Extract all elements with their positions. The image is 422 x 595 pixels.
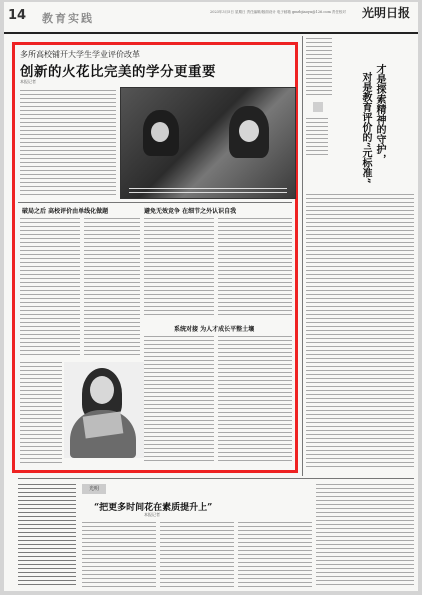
page-number: 14 xyxy=(8,8,27,23)
author-photo-icon xyxy=(313,102,323,112)
student-face xyxy=(239,120,259,142)
intro-text-block xyxy=(20,88,116,198)
article-column xyxy=(218,334,292,464)
feature-kicker: 多所高校铺开大学生学业评价改革 xyxy=(20,50,140,59)
divider xyxy=(18,202,292,203)
column-rule xyxy=(302,36,303,476)
commentary-text xyxy=(306,116,328,156)
commentary-body xyxy=(306,192,414,468)
article-column xyxy=(316,482,414,588)
header-info: 2023年3月5日 星期日 责任编辑/版面设计 电子邮箱 gmrbjiaoyu@126.com 责任校对 xyxy=(210,10,346,14)
commentary-title-line2: 对是教育评价的“元标准” xyxy=(360,72,371,184)
article-column xyxy=(84,216,140,356)
article-column xyxy=(20,216,80,356)
commentary-text xyxy=(306,36,332,98)
article-column xyxy=(238,520,312,588)
article-column xyxy=(144,216,214,316)
face-shape xyxy=(90,376,114,404)
article-column xyxy=(20,360,62,464)
article-column xyxy=(160,520,234,588)
article-column xyxy=(218,216,292,316)
page-header xyxy=(4,2,418,34)
student-face xyxy=(151,122,169,142)
section-title: 教育实践 xyxy=(42,12,94,25)
commentary-title-line1: 才是探索精神的守护， xyxy=(374,64,385,164)
photo-caption xyxy=(129,186,287,194)
subhead-1: 破局之后 高校评价由单线化做题 xyxy=(22,208,109,215)
bottom-byline: 本报记者 xyxy=(144,512,160,517)
feature-headline: 创新的火花比完美的学分更重要 xyxy=(20,64,216,80)
masthead-logo: 光明日报 xyxy=(362,6,411,20)
bottom-left-column xyxy=(18,482,76,586)
newspaper-page xyxy=(4,2,418,591)
feature-photo xyxy=(120,87,296,199)
article-column xyxy=(82,520,156,588)
bottom-headline: “把更多时间花在素质提升上” xyxy=(94,503,213,513)
article-column xyxy=(144,334,214,464)
divider xyxy=(18,478,414,479)
student-photo xyxy=(64,362,144,458)
feature-byline: 本报记者 xyxy=(20,79,36,84)
subhead-2: 避免无效竞争 在细节之外认识自我 xyxy=(144,208,237,215)
subhead-3: 系统对接 为人才成长平整土壤 xyxy=(174,326,255,333)
column-badge: 光明 xyxy=(82,484,106,494)
